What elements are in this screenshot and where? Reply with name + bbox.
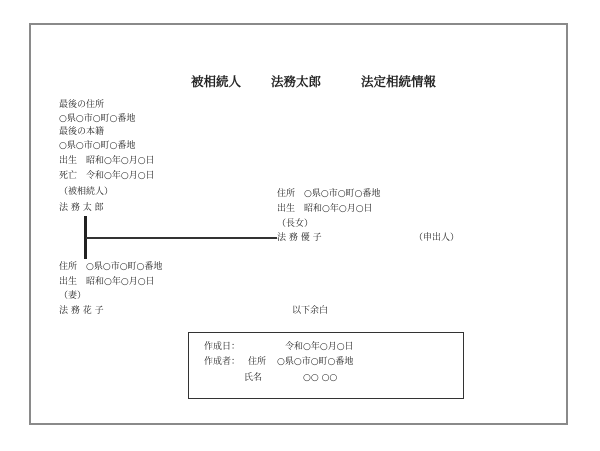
author-name-label: 氏名 (244, 373, 263, 383)
title-decedent-label: 被相続人 (191, 74, 242, 89)
child-address: 住所 ○県○市○町○番地 (277, 189, 381, 199)
spouse-address: 住所 ○県○市○町○番地 (59, 262, 163, 272)
author-name-value: ○○ ○○ (303, 373, 338, 383)
last-address-value: ○県○市○町○番地 (59, 114, 136, 124)
child-birth: 出生 昭和○年○月○日 (277, 204, 373, 214)
child-role: （長女） (277, 219, 314, 229)
spouse-role: （妻） (59, 291, 87, 301)
author-label: 作成者： (204, 357, 241, 367)
child-name: 法 務 優 子 (277, 233, 322, 243)
remainder-note: 以下余白 (292, 306, 329, 316)
last-domicile-label: 最後の本籍 (59, 127, 105, 137)
applicant-badge: （申出人） (414, 233, 460, 243)
document-title: 法定相続情報 (361, 74, 437, 89)
last-address-label: 最後の住所 (59, 100, 105, 110)
decedent-birth: 出生 昭和○年○月○日 (59, 156, 155, 166)
spouse-birth: 出生 昭和○年○月○日 (59, 277, 155, 287)
creation-date-label: 作成日： (204, 342, 241, 352)
decedent-name: 法 務 太 郎 (59, 203, 104, 213)
spouse-name: 法 務 花 子 (59, 306, 104, 316)
author-address-label: 住所 (248, 357, 267, 367)
creation-date-value: 令和○年○月○日 (285, 342, 354, 352)
decedent-death: 死亡 令和○年○月○日 (59, 171, 155, 181)
last-domicile-value: ○県○市○町○番地 (59, 141, 136, 151)
title-decedent-name: 法務太郎 (271, 74, 322, 89)
author-address-value: ○県○市○町○番地 (277, 357, 354, 367)
descent-line (86, 237, 277, 239)
decedent-role: （被相続人） (59, 187, 114, 197)
